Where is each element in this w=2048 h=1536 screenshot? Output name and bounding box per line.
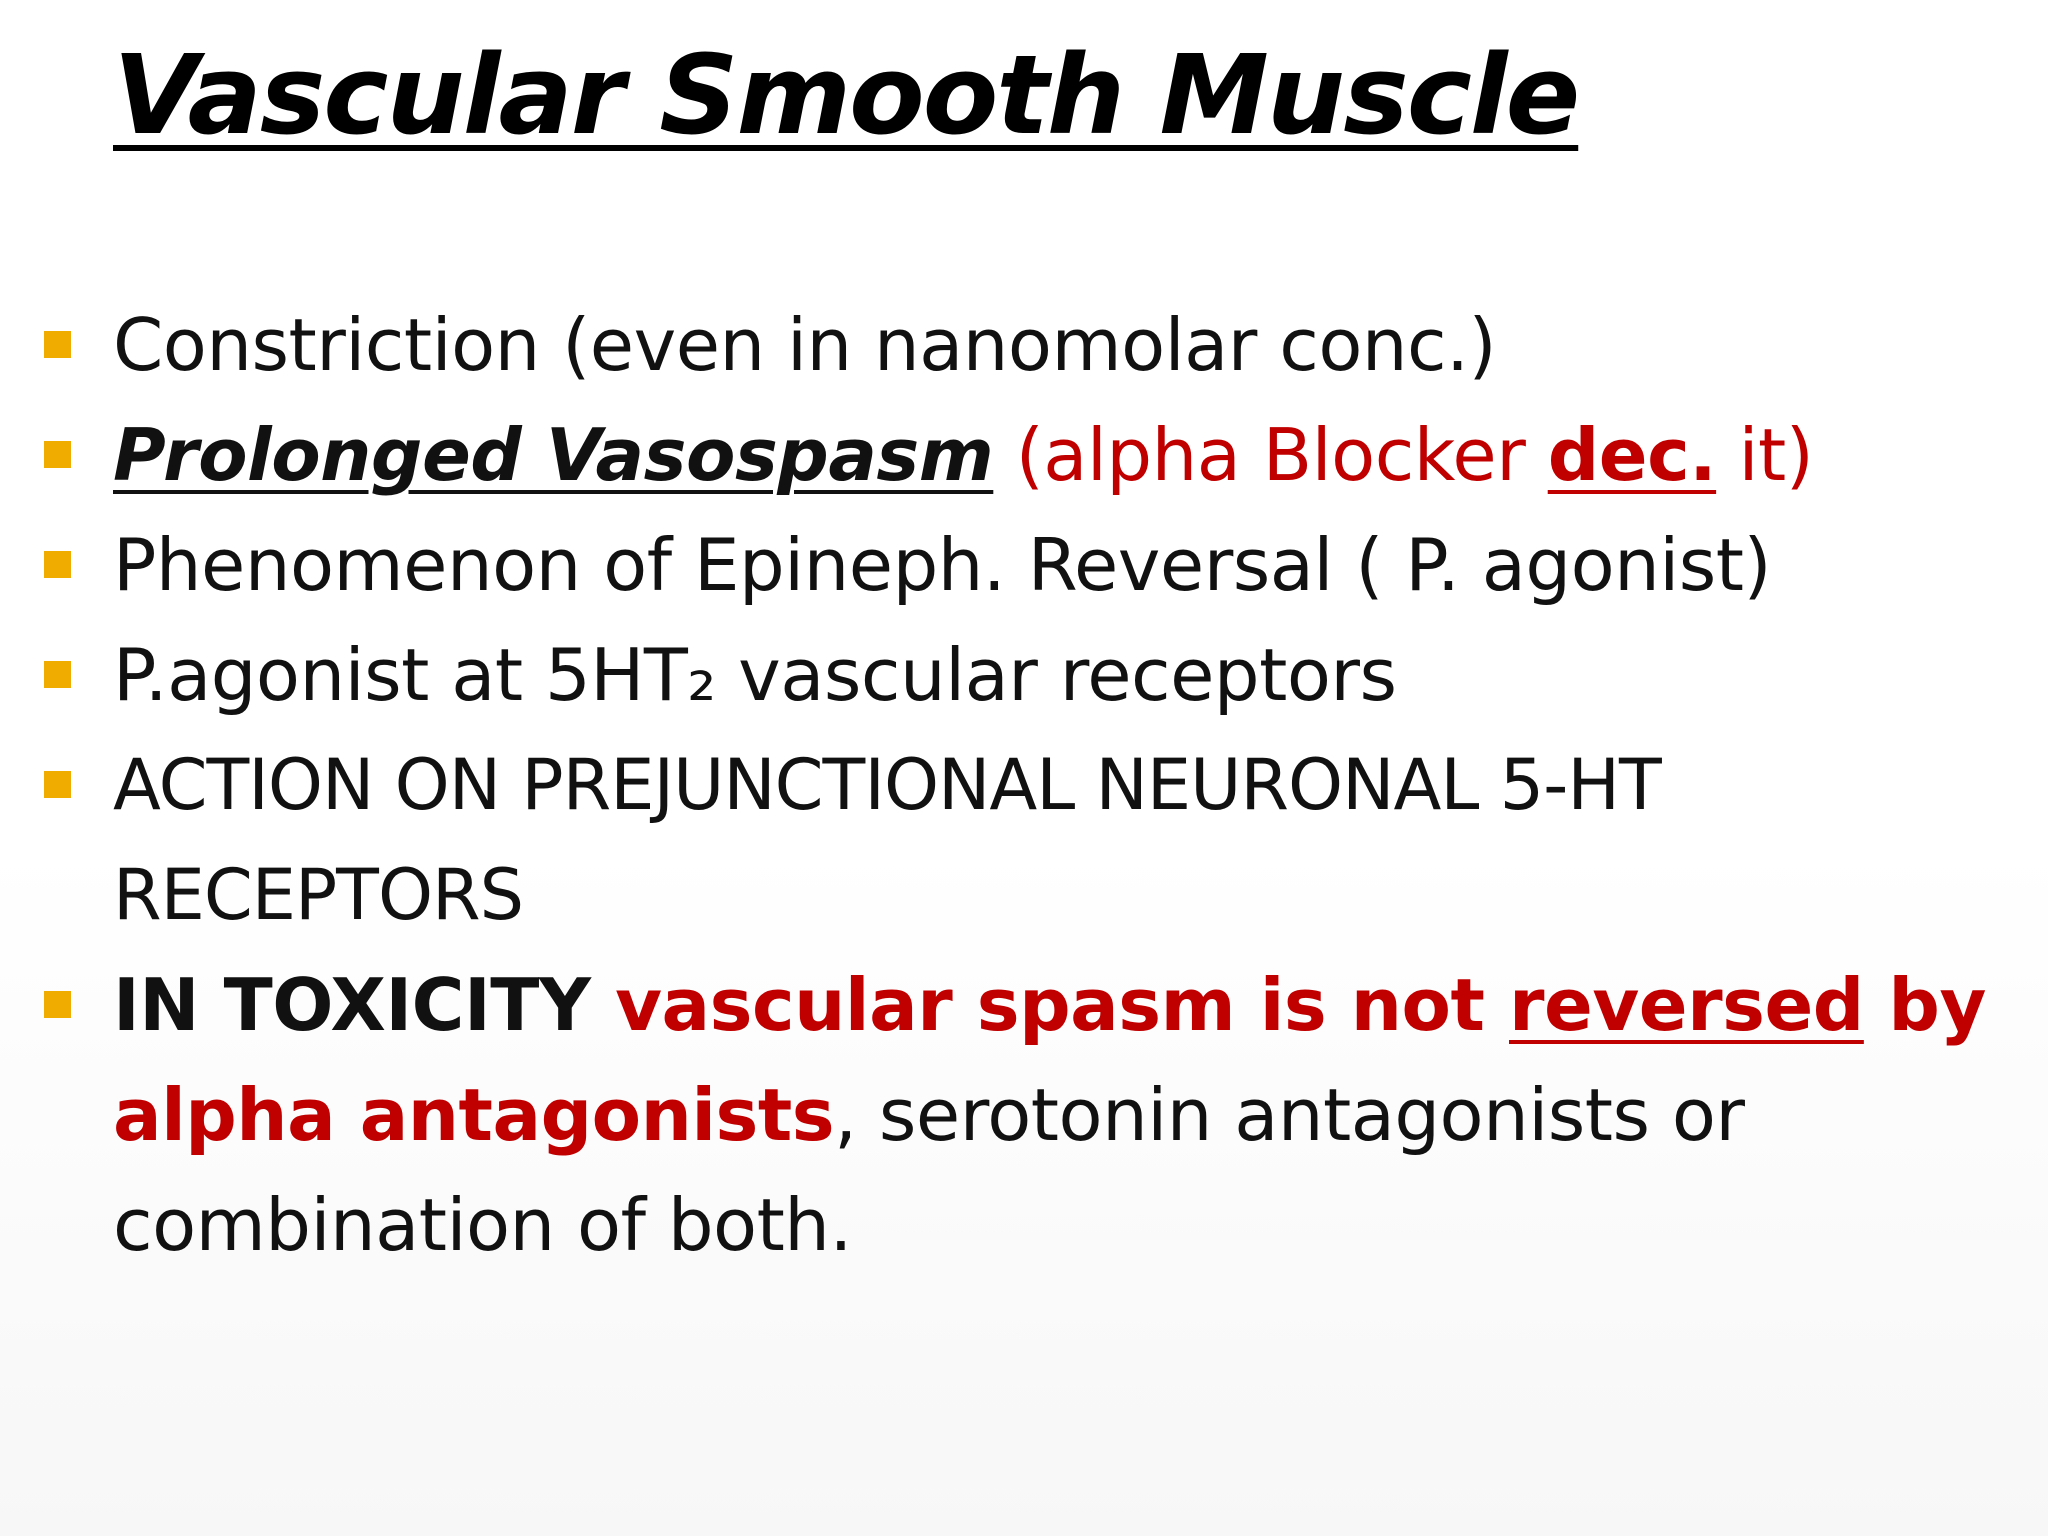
bullet-list: [0, 290, 2048, 1280]
square-bullet-icon: [44, 991, 71, 1018]
bullet-rest: , serotonin antagonists or combination of both.: [113, 1073, 1745, 1267]
square-bullet-icon: [44, 441, 71, 468]
bullet-text: P.agonist at 5HT₂ vascular receptors: [113, 633, 1397, 717]
bullet-paren-close: it): [1716, 413, 1814, 497]
square-bullet-icon: [44, 331, 71, 358]
bullet-item-prejunctional: [0, 730, 2048, 950]
bullet-strong: dec.: [1547, 413, 1717, 497]
bullet-red-part1: vascular spasm is not: [590, 963, 1509, 1047]
bullet-red-part2: by alpha antagonists: [113, 963, 2011, 1157]
slide-title: Vascular Smooth Muscle: [113, 31, 1579, 159]
bullet-text: ACTION ON PREJUNCTIONAL NEURONAL 5-HT RECEPTORS: [113, 744, 1661, 936]
bullet-item-toxicity: [0, 950, 2048, 1280]
square-bullet-icon: [44, 551, 71, 578]
bullet-paren-open: (alpha Blocker: [993, 413, 1548, 497]
bullet-item-constriction: [0, 290, 2048, 400]
bullet-red-underlined: reversed: [1509, 963, 1864, 1047]
bullet-text: Constriction (even in nanomolar conc.): [113, 303, 1497, 387]
bullet-lead: IN TOXICITY: [113, 963, 591, 1047]
bullet-emphasis: Prolonged Vasospasm: [113, 413, 994, 497]
square-bullet-icon: [44, 661, 71, 688]
bullet-text: Phenomenon of Epineph. Reversal ( P. agonist): [113, 523, 1772, 607]
bullet-item-epineph-reversal: [0, 510, 2048, 620]
bullet-item-vasospasm: [0, 400, 2048, 510]
square-bullet-icon: [44, 771, 71, 798]
bullet-item-5ht2-agonist: [0, 620, 2048, 730]
